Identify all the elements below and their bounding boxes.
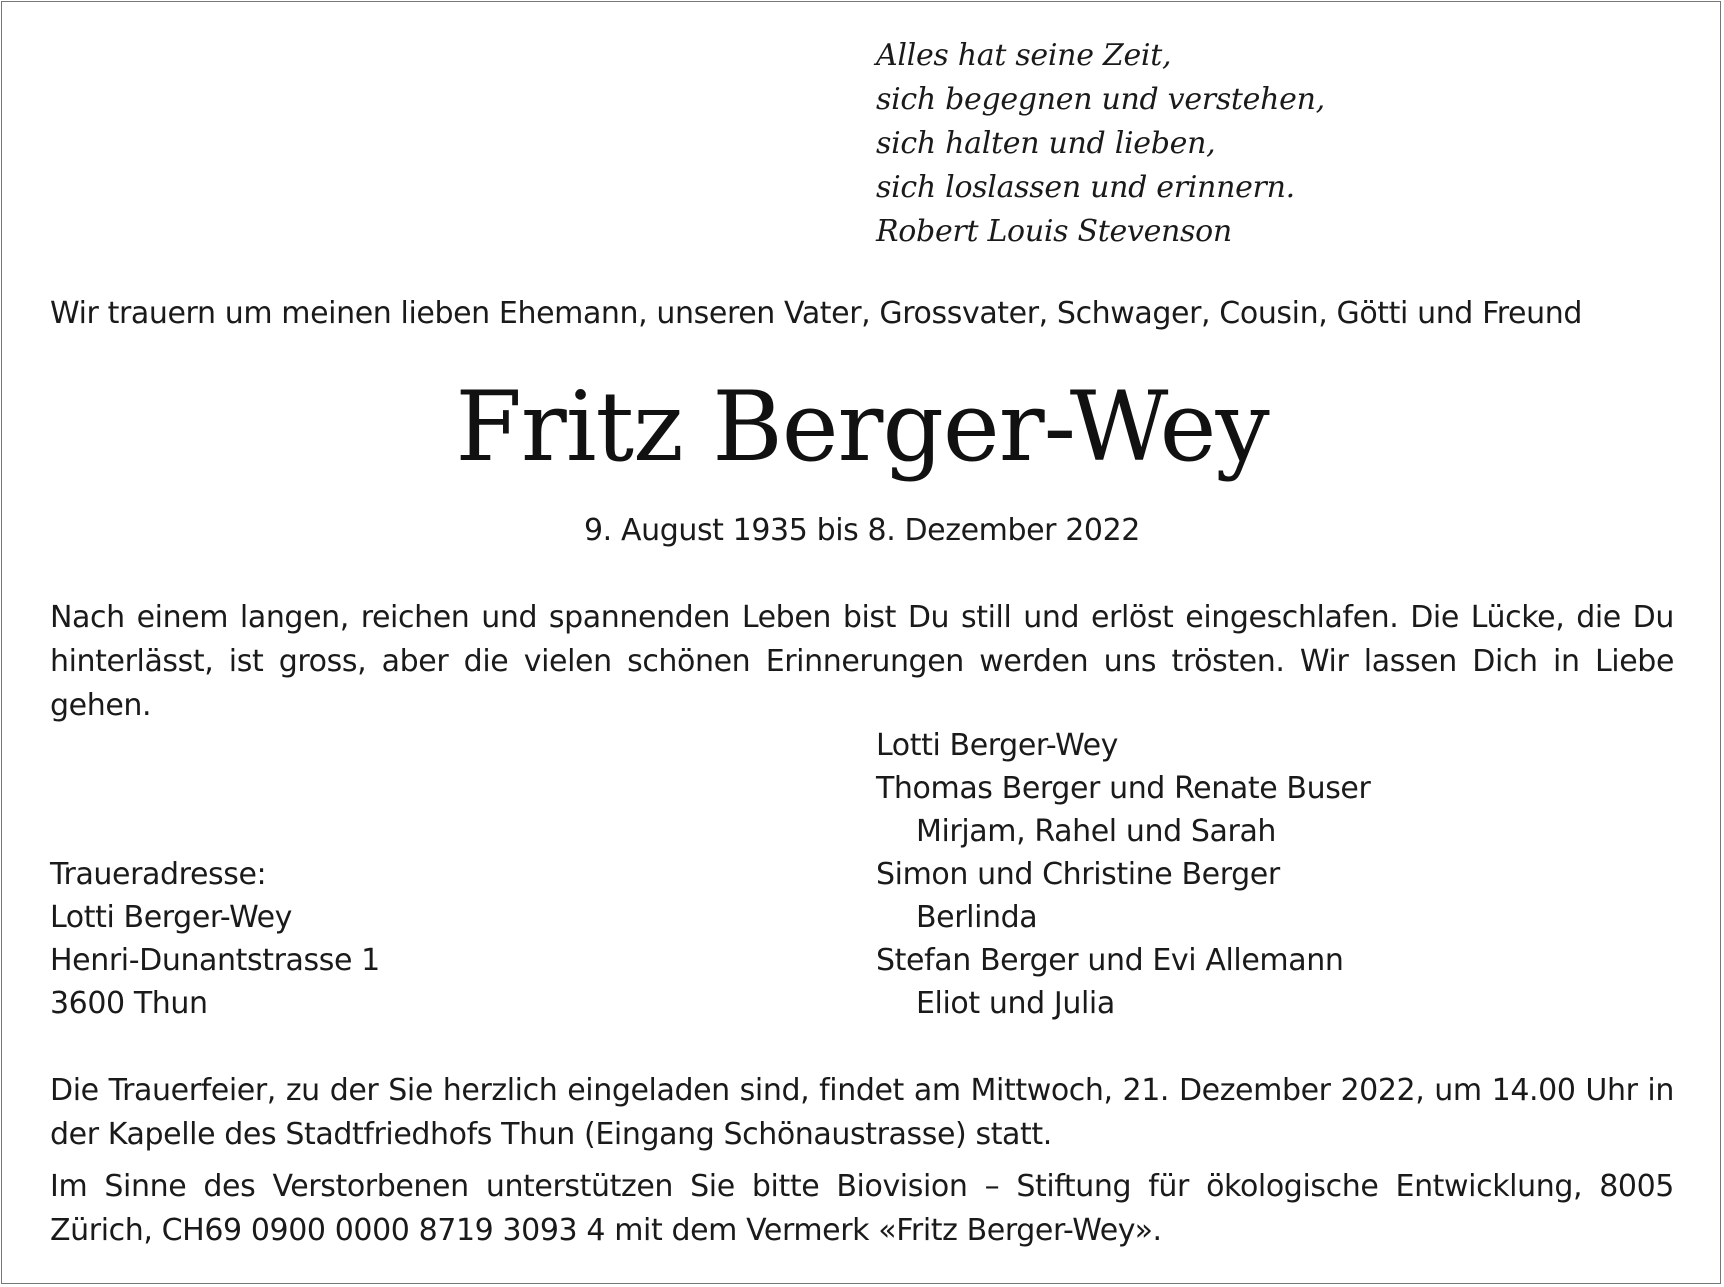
address-heading: Traueradresse: — [50, 857, 267, 892]
ceremony-paragraph: Die Trauerfeier, zu der Sie herzlich eingeladen sind, findet am Mittwoch, 21. Dezember 2022, um 14.00 Uhr in der Kapelle des Stadtfriedhofs Thun (Eingang Schönaustrasse) statt. — [50, 1073, 1674, 1152]
family-member: Thomas Berger und Renate Buser — [876, 771, 1371, 806]
family-member-children: Eliot und Julia — [916, 986, 1115, 1021]
life-dates: 9. August 1935 bis 8. Dezember 2022 — [584, 513, 1140, 548]
quote-author: Robert Louis Stevenson — [876, 214, 1232, 249]
address-name: Lotti Berger-Wey — [50, 900, 293, 935]
address-street: Henri-Dunantstrasse 1 — [50, 943, 380, 978]
quote — [876, 34, 1325, 254]
message-paragraph: Nach einem langen, reichen und spannenden Leben bist Du still und erlöst eingeschlafen. Die Lücke, die Du hinterlässt, ist gross, aber die vielen schönen Erinnerungen werden uns trösten. Wir lassen Dich in Liebe gehen. — [50, 600, 1674, 723]
family-member-children: Mirjam, Rahel und Sarah — [916, 814, 1277, 849]
family-member: Simon und Christine Berger — [876, 857, 1280, 892]
quote-line: sich loslassen und erinnern. — [876, 170, 1295, 205]
family-member: Lotti Berger-Wey — [876, 728, 1119, 763]
quote-line: Alles hat seine Zeit, — [876, 38, 1172, 73]
deceased-name: Fritz Berger-Wey — [455, 371, 1269, 483]
family-member-children: Berlinda — [916, 900, 1038, 935]
mourning-address — [50, 853, 380, 1025]
address-city: 3600 Thun — [50, 986, 208, 1021]
donation-paragraph: Im Sinne des Verstorbenen unterstützen Sie bitte Biovision – Stiftung für ökologische Entwicklung, 8005 Zürich, CH69 0900 0000 8719 3093 4 mit dem Vermerk «Fritz Berger-Wey». — [50, 1169, 1674, 1248]
intro-text: Wir trauern um meinen lieben Ehemann, unseren Vater, Grossvater, Schwager, Cousin, Götti und Freund — [50, 296, 1582, 331]
family-member: Stefan Berger und Evi Allemann — [876, 943, 1344, 978]
family-list — [876, 724, 1370, 1025]
quote-line: sich halten und lieben, — [876, 126, 1216, 161]
quote-line: sich begegnen und verstehen, — [876, 82, 1325, 117]
